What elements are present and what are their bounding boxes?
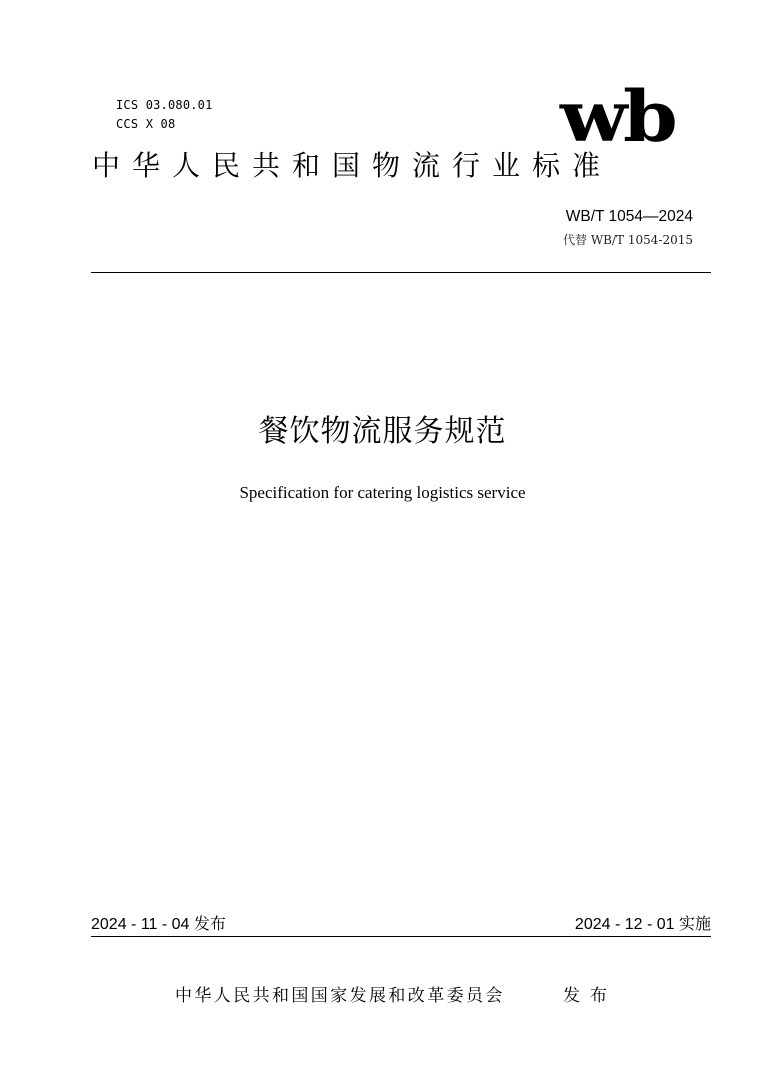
document-title-chinese: 餐饮物流服务规范 — [258, 414, 507, 449]
document-title-english: Specification for catering logistics service — [239, 483, 526, 502]
standard-type-heading: 中华人民共和国物流行业标准 — [92, 149, 613, 182]
replaces-standard: 代替 WB/T 1054-2015 — [563, 233, 693, 247]
issuing-authority: 中华人民共和国国家发展和改革委员会 — [175, 986, 505, 1006]
wb-logo: wb — [560, 75, 674, 158]
publish-label: 发布 — [563, 986, 617, 1006]
classification-codes — [116, 96, 213, 134]
header-divider — [91, 272, 711, 273]
implementation-date: 2024 - 12 - 01 实施 — [574, 916, 711, 933]
ccs-code: CCS X 08 — [116, 117, 176, 131]
ics-code: ICS 03.080.01 — [116, 98, 213, 112]
standard-number: WB/T 1054—2024 — [565, 208, 693, 225]
footer-divider — [91, 936, 711, 937]
issue-date: 2024 - 11 - 04 发布 — [91, 916, 226, 933]
